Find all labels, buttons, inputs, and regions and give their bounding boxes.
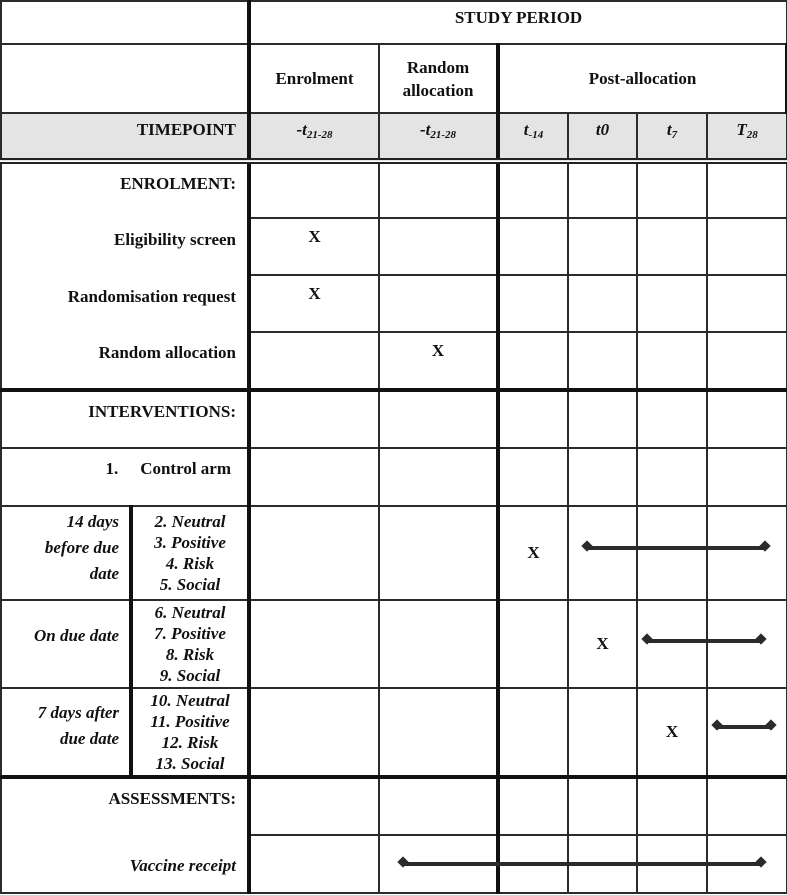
cell: [707, 600, 787, 688]
arms-list-14-days-before: 2. Neutral 3. Positive 4. Risk 5. Social: [131, 506, 249, 600]
section-assessments-title: ASSESSMENTS:: [1, 777, 249, 835]
cell: [379, 688, 498, 777]
timing-14-days-before: 14 days before due date: [1, 506, 131, 600]
section-enrolment-title: ENROLMENT:: [1, 161, 249, 218]
cell: [379, 218, 498, 275]
cell: [249, 506, 379, 600]
cell: [637, 390, 707, 448]
duration-bar-vaccine-receipt: [403, 862, 761, 866]
cell: [568, 332, 637, 390]
phase-post-allocation: Post-allocation: [498, 44, 787, 113]
cell: [249, 390, 379, 448]
timepoint-label: TIMEPOINT: [1, 113, 249, 161]
control-arm-label: 1. Control arm: [1, 448, 249, 506]
duration-bar-7-days-after: [717, 725, 771, 729]
cell: [707, 275, 787, 332]
timepoint-4: $t_7$: [637, 113, 707, 161]
arms-list-on-due-date: 6. Neutral 7. Positive 8. Risk 9. Social: [131, 600, 249, 688]
cell: [379, 777, 498, 835]
cell: [249, 448, 379, 506]
timepoint-1: $-t_{21-28}$: [379, 113, 498, 161]
cell: [707, 688, 787, 777]
cell: [707, 161, 787, 218]
timing-7-days-after: 7 days after due date: [1, 688, 131, 777]
cell: [249, 161, 379, 218]
cell: [498, 688, 568, 777]
mark-7-days-after: X: [637, 688, 707, 777]
cell: [637, 218, 707, 275]
row-label-vaccine-receipt: Vaccine receipt: [1, 835, 249, 893]
cell: [707, 777, 787, 835]
duration-bar-14-days-before: [587, 546, 765, 550]
cell: [568, 688, 637, 777]
cell: [637, 448, 707, 506]
random-allocation-mark: X: [379, 332, 498, 390]
cell: [637, 332, 707, 390]
cell: [707, 448, 787, 506]
randomisation-request-mark: X: [249, 275, 379, 332]
timepoint-0: $-t_{21-28}$: [249, 113, 379, 161]
cell: [637, 161, 707, 218]
duration-bar-on-due-date: [647, 639, 761, 643]
timepoint-5: $T_{28}$: [707, 113, 787, 161]
cell: [498, 777, 568, 835]
cell: [379, 390, 498, 448]
cell: [568, 218, 637, 275]
cell: [249, 332, 379, 390]
cell: [707, 390, 787, 448]
cell: [498, 448, 568, 506]
row-label-randomisation-request: Randomisation request: [1, 275, 249, 332]
cell: [707, 332, 787, 390]
cell: [568, 275, 637, 332]
mark-on-due-date: X: [568, 600, 637, 688]
cell: [379, 506, 498, 600]
cell: [568, 777, 637, 835]
cell: [637, 506, 707, 600]
cell: [568, 390, 637, 448]
arms-list-7-days-after: 10. Neutral 11. Positive 12. Risk 13. Social: [131, 688, 249, 777]
cell: [707, 506, 787, 600]
mark-14-days-before: X: [498, 506, 568, 600]
cell: [498, 275, 568, 332]
cell: [498, 600, 568, 688]
cell: [379, 161, 498, 218]
phase-enrolment: Enrolment: [249, 44, 379, 113]
cell: [249, 688, 379, 777]
cell: [249, 835, 379, 893]
row-label-random-allocation: Random allocation: [1, 332, 249, 390]
timepoint-2: $t_{-14}$: [498, 113, 568, 161]
cell: [568, 506, 637, 600]
header-blank-cell: [1, 1, 249, 44]
cell: [379, 600, 498, 688]
cell: [707, 218, 787, 275]
cell: [568, 448, 637, 506]
cell: [498, 332, 568, 390]
cell: [379, 275, 498, 332]
cell: [498, 218, 568, 275]
cell: [637, 777, 707, 835]
cell: [249, 600, 379, 688]
eligibility-mark: X: [249, 218, 379, 275]
cell: [637, 275, 707, 332]
cell: [568, 161, 637, 218]
cell: [249, 777, 379, 835]
phase-random-allocation: Random allocation: [379, 44, 498, 113]
study-period-heading: STUDY PERIOD: [249, 1, 787, 44]
header-blank-cell: [1, 44, 249, 113]
row-label-eligibility-screen: Eligibility screen: [1, 218, 249, 275]
section-interventions-title: INTERVENTIONS:: [1, 390, 249, 448]
cell: [498, 390, 568, 448]
cell: [379, 448, 498, 506]
cell: [498, 161, 568, 218]
timing-on-due-date: On due date: [1, 600, 131, 688]
timepoint-3: t0: [568, 113, 637, 161]
